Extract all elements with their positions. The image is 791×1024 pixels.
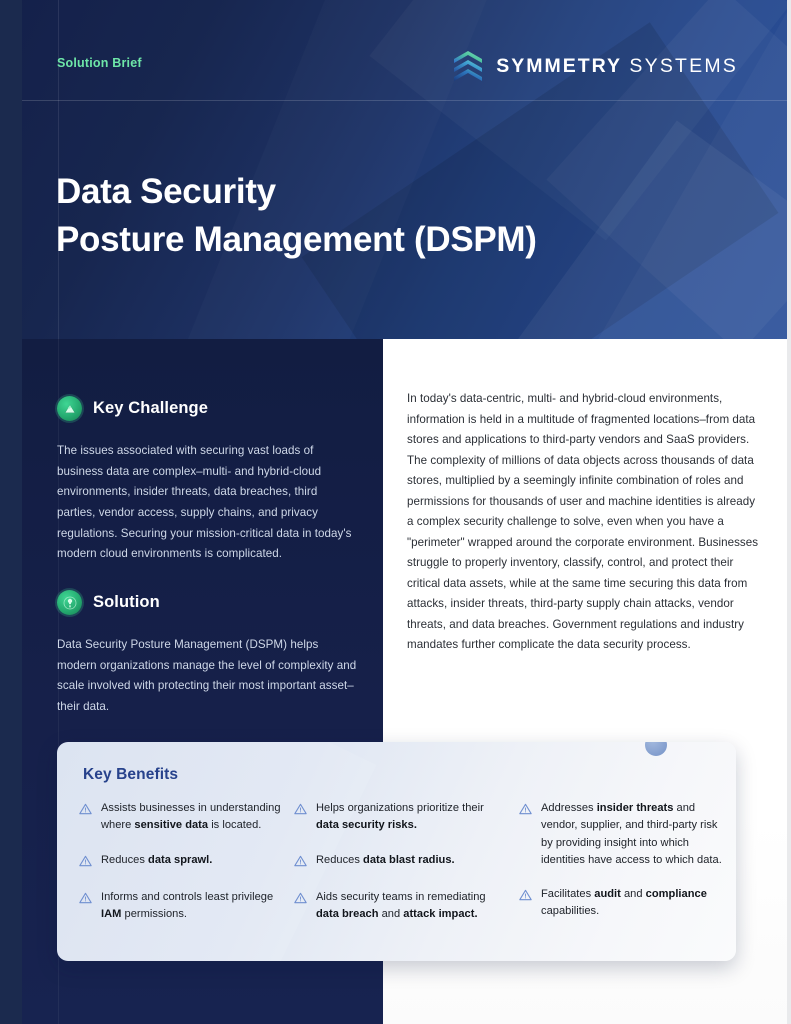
header-divider-rule: [22, 100, 791, 101]
page-title-line-2: Posture Management (DSPM): [56, 219, 537, 259]
benefit-item-text: Reduces data sprawl.: [101, 853, 213, 866]
benefit-item-text: Aids security teams in remediating data breach and attack impact.: [316, 890, 486, 920]
page-title: [56, 168, 537, 264]
eyebrow-label: Solution Brief: [57, 56, 142, 70]
scan-edge-right: [787, 0, 791, 1024]
benefit-list-item: [519, 886, 724, 921]
warning-triangle-icon: [294, 802, 307, 835]
key-challenge-heading: Key Challenge: [93, 399, 209, 417]
benefit-item-text: Helps organizations prioritize their data security risks.: [316, 802, 484, 832]
key-challenge-header: [57, 396, 357, 421]
key-benefits-columns: [79, 800, 720, 940]
benefit-item-text: Informs and controls least privilege IAM permissions.: [101, 890, 274, 920]
solution-block: [57, 590, 357, 718]
benefits-column-3: [519, 800, 724, 940]
key-icon: [57, 590, 82, 615]
key-benefits-title: Key Benefits: [83, 766, 179, 783]
brand-logo: [453, 50, 738, 82]
benefits-column-1: [79, 800, 284, 940]
benefit-item-text: Assists businesses in understanding where sensitive data is located.: [101, 802, 281, 832]
benefit-list-item: [294, 852, 509, 872]
decorative-dot: [645, 742, 667, 756]
benefit-list-item: [79, 889, 284, 924]
warning-triangle-icon: [294, 891, 307, 924]
warning-triangle-icon: [79, 802, 92, 835]
benefit-list-item: [519, 800, 724, 869]
symmetry-chevron-logo-icon: [453, 50, 483, 82]
brand-name-light: SYSTEMS: [629, 54, 738, 77]
benefits-column-2: [294, 800, 509, 940]
key-benefits-card: [57, 742, 736, 961]
solution-body: Data Security Posture Management (DSPM) helps modern organizations manage the level of complexity and scale involved with protecting their most important asset–their data.: [57, 638, 357, 713]
warning-triangle-icon: [79, 854, 92, 872]
page-title-line-1: Data Security: [56, 172, 276, 211]
benefit-item-text: Addresses insider threats and vendor, supplier, and third-party risk by providing insight into which identities have access to which data.: [541, 802, 722, 866]
warning-triangle-icon: [519, 888, 532, 921]
overview-body-text: In today's data-centric, multi- and hybrid-cloud environments, information is held in a multitude of fragmented locations–from data stores and applications to third-party vendors and SaaS providers. The complexity of millions of data objects across thousands of data stores, multiplied by a seemingly infinite combination of roles and permissions for thousands of user and machine identities is already a complex security challenge to solve, even when you have a "perimeter" wrapped around the corporate environment. Businesses struggle to properly inventory, classify, control, and protect their critical data assets, while at the same time securing this data from attacks, insider threats, third-party supply chain attacks, vendor threats, and data breaches. Government regulations and industry mandates further complicate the data security process.: [407, 392, 759, 652]
key-challenge-body: The issues associated with securing vast loads of business data are complex–multi- and hybrid-cloud environments, insider threats, data breaches, third parties, vendor access, supply chains, and privacy regulations. Securing your mission-critical data in today's modern cloud environments is complicated.: [57, 444, 352, 561]
benefit-list-item: [79, 852, 284, 872]
solution-heading: Solution: [93, 593, 160, 611]
brand-wordmark: [496, 55, 738, 78]
brand-name-bold: SYMMETRY: [496, 54, 622, 77]
warning-triangle-icon: [519, 802, 532, 869]
page-header-banner: [0, 0, 791, 339]
benefit-list-item: [294, 800, 509, 835]
decorative-shape: [500, 120, 791, 339]
benefit-list-item: [79, 800, 284, 835]
scan-edge-left: [0, 0, 22, 1024]
benefit-item-text: Facilitates audit and compliance capabilities.: [541, 888, 707, 918]
benefit-item-text: Reduces data blast radius.: [316, 853, 455, 866]
solution-header: [57, 590, 357, 615]
warning-triangle-icon: [294, 854, 307, 872]
warning-triangle-icon: [79, 891, 92, 924]
key-challenge-block: [57, 396, 357, 565]
benefit-list-item: [294, 889, 509, 924]
mountain-icon: [57, 396, 82, 421]
